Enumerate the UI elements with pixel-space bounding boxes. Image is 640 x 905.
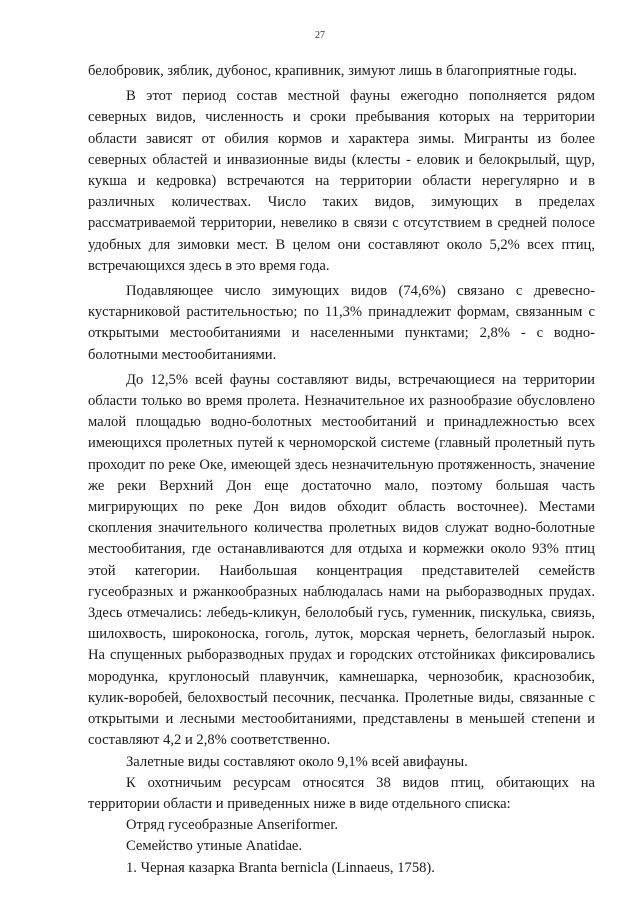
paragraph-wintering-habitats: Подавляющее число зимующих видов (74,6%) связано с древесно-кустарниковой растительностью; по 11,3% принадлежит формам, связанным с открытыми местообитаниями и населенными пунктами; 2,8% - с водно-болотными местообитаниями. xyxy=(88,283,595,363)
paragraph-migration: До 12,5% всей фауны составляют виды, встречающиеся на территории области только во время пролета. Незначительное их разнообразие обусловлено малой площадью водно-болотных местообитаний и принадлежностью всех имеющихся пролетных путей к черноморской системе (главный пролетный путь проходит по реке Оке, имеющей здесь незначительную протяженность, значение же реки Верхний Дон еще достаточно мало, поэтому большая часть мигрирующих по реке Дон видов обходит область восточнее). Местами скопления значительного количества пролетных видов служат водно-болотные местообитания, где останавливаются для отдыха и кормежки около 93% птиц этой категории. Наибольшая концентрация представителей семейств гусеобразных и ржанкообразных наблюдалась нами на рыборазводных прудах. Здесь отмечались: лебедь-кликун, белолобый гусь, гуменник, пискулька, свиязь, шилохвость, широконоска, гоголь, луток, морская чернеть, белоглазый нырок. На спущенных рыборазводных прудах и городских отстойниках фиксировались мородунка, круглоносый плавунчик, камнешарка, чернозобик, краснозобик, кулик-воробей, белохвостый песочник, песчанка. Пролетные виды, связанные с открытыми и лесными местообитаниями, представлены в меньшей степени и составляют 4,2 и 2,8% соответственно. xyxy=(88,371,595,749)
paragraph-game-resources: К охотничьим ресурсам относятся 38 видов птиц, обитающих на территории области и приведенных ниже в виде отдельного списка: xyxy=(88,774,595,812)
page-number: 27 xyxy=(315,30,325,41)
paragraph-vagrant-species: Залетные виды составляют около 9,1% всей авифауны. xyxy=(126,753,468,770)
paragraph-continuation: белобровик, зяблик, дубонос, крапивник, зимуют лишь в благоприятные годы. xyxy=(88,63,577,79)
paragraph-northern-species: В этот период состав местной фауны ежегодно пополняется рядом северных видов, численность и сроки пребывания которых на территории области зависят от обилия кормов и характера зимы. Мигранты из более северных областей и инвазионные виды (клесты - еловик и белокрылый, щур, кукша и кедровка) встречаются на территории области нерегулярно и в различных количествах. Число таких видов, зимующих в пределах рассматриваемой территории, невелико в связи с отсутствием в средней полосе удобных для зимовки мест. В целом они составляют около 5,2% всех птиц, встречающихся здесь в это время года. xyxy=(88,88,595,274)
body-text xyxy=(88,61,595,879)
list-item: 1. Черная казарка Branta bernicla (Linnaeus, 1758). xyxy=(126,859,435,876)
list-family: Семейство утиные Anatidae. xyxy=(126,838,303,855)
list-order: Отряд гусеобразные Anseriformer. xyxy=(126,817,339,834)
